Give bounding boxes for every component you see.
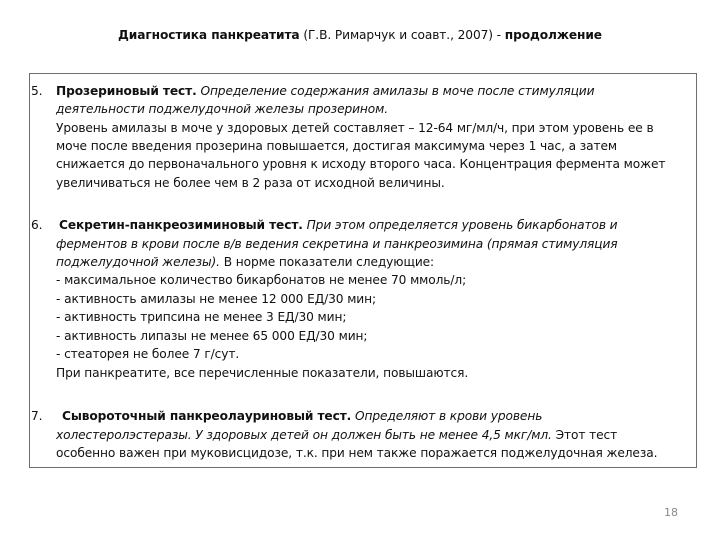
item-heading-line (56, 82, 594, 100)
test-definition-line: поджелудочной железы). В норме показатели следующие: (56, 255, 435, 269)
title-continuation: продолжение (504, 28, 602, 42)
norm-value-line: - стеаторея не более 7 г/сут. (56, 347, 240, 361)
item-number: 7. (31, 409, 43, 423)
test-name: Прозериновый тест. (56, 84, 197, 98)
item-number: 5. (31, 84, 43, 98)
page-number: 18 (664, 506, 678, 519)
test-definition-line: деятельности поджелудочной железы прозерином. (56, 102, 389, 116)
norm-value-line: - максимальное количество бикарбонатов не менее 70 ммоль/л; (56, 273, 467, 287)
item-heading-line (59, 216, 618, 234)
title-bold-part: Диагностика панкреатита (118, 28, 300, 42)
norm-value-line: - активность липазы не менее 65 000 ЕД/30 мин; (56, 329, 368, 343)
test-definition: Определяют в крови уровень (351, 409, 543, 423)
norm-value-line: - активность амилазы не менее 12 000 ЕД/30 мин; (56, 292, 376, 306)
body-line: моче после введения прозерина повышается, достигая максимума через 1 час, а затем (56, 139, 618, 153)
body-line: При панкреатите, все перечисленные показатели, повышаются. (56, 366, 469, 380)
body-line: снижается до первоначального уровня к исходу второго часа. Концентрация фермента может (56, 157, 666, 171)
body-line: Уровень амилазы в моче у здоровых детей составляет – 12-64 мг/мл/ч, при этом уровень ее в (56, 121, 654, 135)
title-citation: (Г.В. Римарчук и соавт., 2007) - (299, 28, 505, 42)
test-definition-line: ферментов в крови после в/в ведения секретина и панкреозимина (прямая стимуляция (56, 237, 618, 251)
test-name: Секретин-панкреозиминовый тест. (59, 218, 303, 232)
body-line: особенно важен при муковисцидозе, т.к. при нем также поражается поджелудочная железа. (56, 446, 658, 460)
item-heading-line (62, 407, 542, 425)
item-number: 6. (31, 218, 43, 232)
page-title (0, 27, 720, 43)
body-line: увеличиваться не более чем в 2 раза от исходной величины. (56, 176, 445, 190)
test-definition-line: холестеролэстеразы. У здоровых детей он должен быть не менее 4,5 мкг/мл. Этот тест (56, 428, 618, 442)
norm-value-line: - активность трипсина не менее 3 ЕД/30 мин; (56, 310, 347, 324)
test-definition: При этом определяется уровень бикарбонатов и (302, 218, 618, 232)
content-box (29, 73, 697, 468)
test-name: Сывороточный панкреолауриновый тест. (62, 409, 352, 423)
test-definition: Определение содержания амилазы в моче после стимуляции (196, 84, 595, 98)
